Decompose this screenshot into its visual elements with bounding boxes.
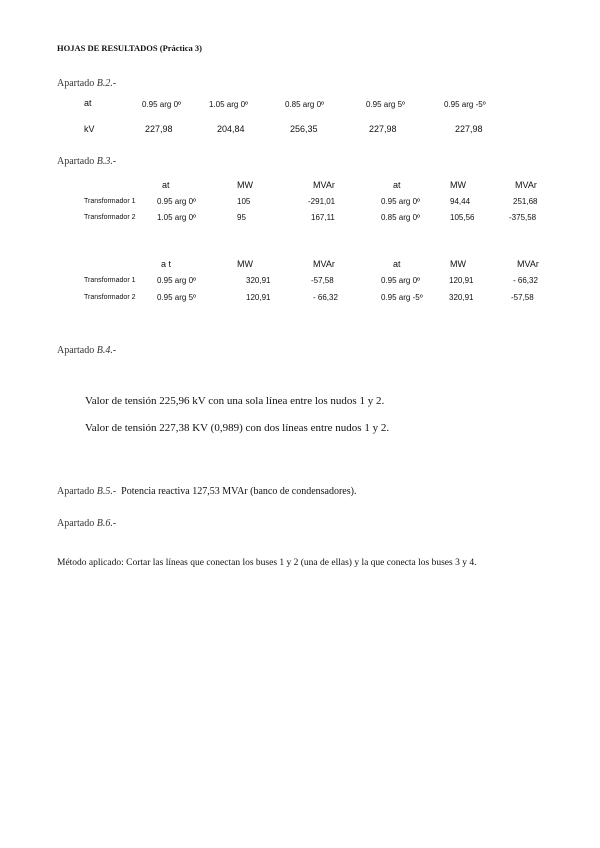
b3t1-cell: 167,11: [311, 213, 335, 222]
b2-kv-cell: 227,98: [455, 124, 483, 134]
b2-at-cell: 0.95 arg 5º: [366, 100, 405, 109]
apartado-b6-heading: Apartado B.6.-: [57, 518, 117, 529]
b3t2-row-label: Transformador 2: [84, 294, 136, 301]
b3t1-cell: 251,68: [513, 197, 538, 206]
b3t2-cell: - 66,32: [513, 276, 538, 285]
b3t2-cell: 0.95 arg 5º: [157, 293, 196, 302]
b3t2-header: MVAr: [517, 259, 539, 269]
b3t2-header: MVAr: [313, 259, 335, 269]
b2-kv-cell: 227,98: [145, 124, 173, 134]
apartado-b5-heading: Apartado B.5.- Potencia reactiva 127,53 MVAr (banco de condensadores).: [57, 486, 357, 497]
b3t2-cell: 120,91: [449, 276, 474, 285]
b5-text: Potencia reactiva 127,53 MVAr (banco de condensadores).: [121, 486, 357, 497]
b3t1-header: at: [162, 180, 170, 190]
b4-line-1: Valor de tensión 225,96 kV con una sola línea entre los nudos 1 y 2.: [85, 395, 385, 407]
b3t2-cell: -57,58: [311, 276, 334, 285]
b3t1-cell: 1.05 arg 0º: [157, 213, 196, 222]
b3t2-cell: 0.95 arg 0º: [381, 276, 420, 285]
b3t2-row-label: Transformador 1: [84, 277, 136, 284]
b3t2-header: a t: [161, 259, 172, 269]
b3t1-cell: -291,01: [308, 197, 336, 206]
b2-at-cell: 1.05 arg 0º: [209, 100, 248, 109]
b2-kv-cell: 204,84: [217, 124, 245, 134]
b3t2-cell: 320,91: [449, 293, 474, 302]
b3t1-cell: 105: [237, 197, 251, 206]
b3t1-cell: 94,44: [450, 197, 471, 206]
apartado-b3-heading: Apartado B.3.-: [57, 156, 117, 167]
page-title: HOJAS DE RESULTADOS (Práctica 3): [57, 43, 202, 53]
b4-line-2: Valor de tensión 227,38 KV (0,989) con dos líneas entre nudos 1 y 2.: [85, 422, 390, 434]
b3t1-header: MVAr: [515, 180, 537, 190]
b3t2-header: MW: [237, 259, 253, 269]
b3t1-cell: 0.95 arg 0º: [381, 197, 420, 206]
b3t2-header: MW: [450, 259, 466, 269]
b3t2-cell: -57,58: [511, 293, 534, 302]
b3t1-header: at: [393, 180, 401, 190]
method-text: Método aplicado: Cortar las líneas que conectan los buses 1 y 2 (una de ellas) y la que conecta los buses 3 y 4.: [57, 558, 477, 568]
b2-at-cell: 0.85 arg 0º: [285, 100, 324, 109]
b2-at-cell: 0.95 arg -5º: [444, 100, 486, 109]
b3t1-row-label: Transformador 1: [84, 198, 136, 205]
b3t1-cell: 105,56: [450, 213, 475, 222]
b2-at-cell: 0.95 arg 0º: [142, 100, 181, 109]
b3t2-cell: 0.95 arg -5º: [381, 293, 423, 302]
b3t2-cell: - 66,32: [313, 293, 338, 302]
b3t1-cell: 95: [237, 213, 246, 222]
apartado-b2-heading: Apartado B.2.-: [57, 78, 117, 89]
b3t2-cell: 120,91: [246, 293, 271, 302]
b3t2-header: at: [393, 259, 401, 269]
b3t1-cell: 0.95 arg 0º: [157, 197, 196, 206]
b3t2-cell: 0.95 arg 0º: [157, 276, 196, 285]
b3t1-header: MW: [450, 180, 466, 190]
apartado-b4-heading: Apartado B.4.-: [57, 345, 117, 356]
b2-kv-cell: 227,98: [369, 124, 397, 134]
b2-at-label: at: [84, 98, 92, 108]
b3t1-row-label: Transformador 2: [84, 214, 136, 221]
b3t1-cell: 0.85 arg 0º: [381, 213, 420, 222]
b3t1-cell: -375,58: [509, 213, 537, 222]
b3t1-header: MW: [237, 180, 253, 190]
b3t2-cell: 320,91: [246, 276, 271, 285]
b2-kv-label: kV: [84, 124, 95, 134]
b2-kv-cell: 256,35: [290, 124, 318, 134]
b3t1-header: MVAr: [313, 180, 335, 190]
